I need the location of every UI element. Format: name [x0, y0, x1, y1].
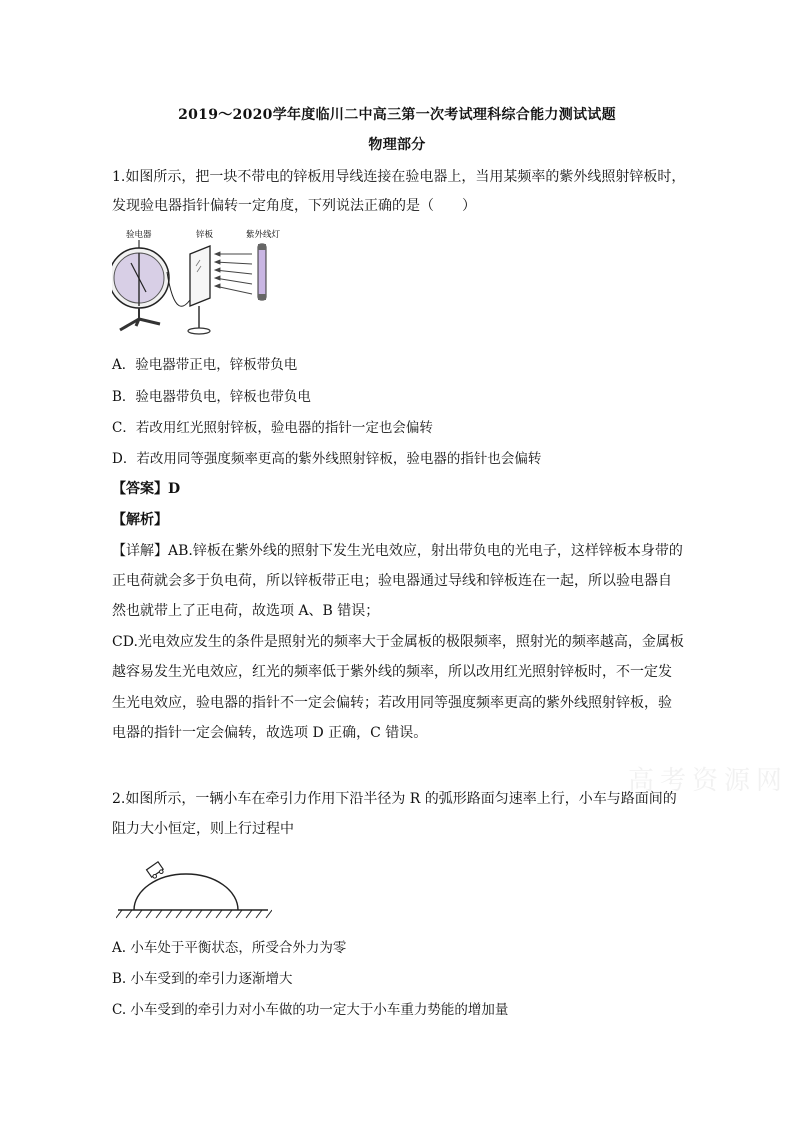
q1-analysis-line: 正电荷就会多于负电荷，所以锌板带正电；验电器通过导线和锌板连在一起，所以验电器自: [112, 573, 672, 589]
q1-analysis-heading: 【解析】: [112, 512, 168, 528]
q2-stem-line-1: 2.如图所示，一辆小车在牵引力作用下沿半径为 R 的弧形路面匀速率上行，小车与路面间的: [112, 791, 677, 807]
q2-option-b: B. 小车受到的牵引力逐渐增大: [112, 971, 293, 987]
q2-stem-line-2: 阻力大小恒定，则上行过程中: [112, 821, 294, 837]
label-uv-lamp: 紫外线灯: [246, 230, 281, 240]
q1-stem-line-2: 发现验电器指针偏转一定角度，下列说法正确的是（ ）: [112, 198, 476, 214]
uv-rays: [215, 252, 252, 294]
watermark: 高考资源网: [628, 766, 789, 796]
label-electroscope: 验电器: [126, 230, 152, 240]
q2-option-c: C. 小车受到的牵引力对小车做的功一定大于小车重力势能的增加量: [112, 1002, 509, 1018]
q2-option-a: A. 小车处于平衡状态，所受合外力为零: [112, 940, 347, 956]
q1-analysis-line: CD.光电效应发生的条件是照射光的频率大于金属板的极限频率，照射光的频率越高，金属板: [112, 634, 684, 650]
q1-analysis-line: 【详解】AB.锌板在紫外线的照射下发生光电效应，射出带负电的光电子，这样锌板本身带的: [112, 543, 683, 559]
arc-road: [134, 874, 238, 910]
q1-option-c: C．若改用红光照射锌板，验电器的指针一定也会偏转: [112, 420, 433, 436]
q1-stem-line-1: 1.如图所示，把一块不带电的锌板用导线连接在验电器上，当用某频率的紫外线照射锌板时，: [112, 169, 686, 185]
q1-analysis-line: 然也就带上了正电荷，故选项 A、B 错误；: [112, 603, 380, 619]
q1-analysis-line: 生光电效应，验电器的指针不一定会偏转；若改用同等强度频率更高的紫外线照射锌板，验: [112, 695, 672, 711]
q1-answer: 【答案】D: [112, 481, 181, 497]
cart: [147, 862, 165, 880]
q1-option-a: A．验电器带正电，锌板带负电: [112, 357, 298, 373]
ground-hatching: [116, 910, 272, 918]
photoelectric-figure: [112, 226, 292, 338]
uv-lamp-drawing: [258, 244, 266, 300]
wire: [167, 272, 190, 306]
zinc-plate-drawing: [188, 246, 210, 334]
label-zinc-plate: 锌板: [196, 230, 214, 240]
exam-title: 2019～2020学年度临川二中高三第一次考试理科综合能力测试试题: [178, 107, 616, 123]
section-title: 物理部分: [368, 137, 426, 153]
arc-road-figure: [116, 854, 272, 922]
q1-analysis-line: 越容易发生光电效应，红光的频率低于紫外线的频率，所以改用红光照射锌板时，不一定发: [112, 664, 672, 680]
q1-option-b: B．验电器带负电，锌板也带负电: [112, 389, 311, 405]
q1-option-d: D．若改用同等强度频率更高的紫外线照射锌板，验电器的指针也会偏转: [112, 451, 542, 467]
q1-analysis-line: 电器的指针一定会偏转，故选项 D 正确，C 错误。: [112, 725, 428, 741]
electroscope-drawing: [112, 240, 169, 330]
